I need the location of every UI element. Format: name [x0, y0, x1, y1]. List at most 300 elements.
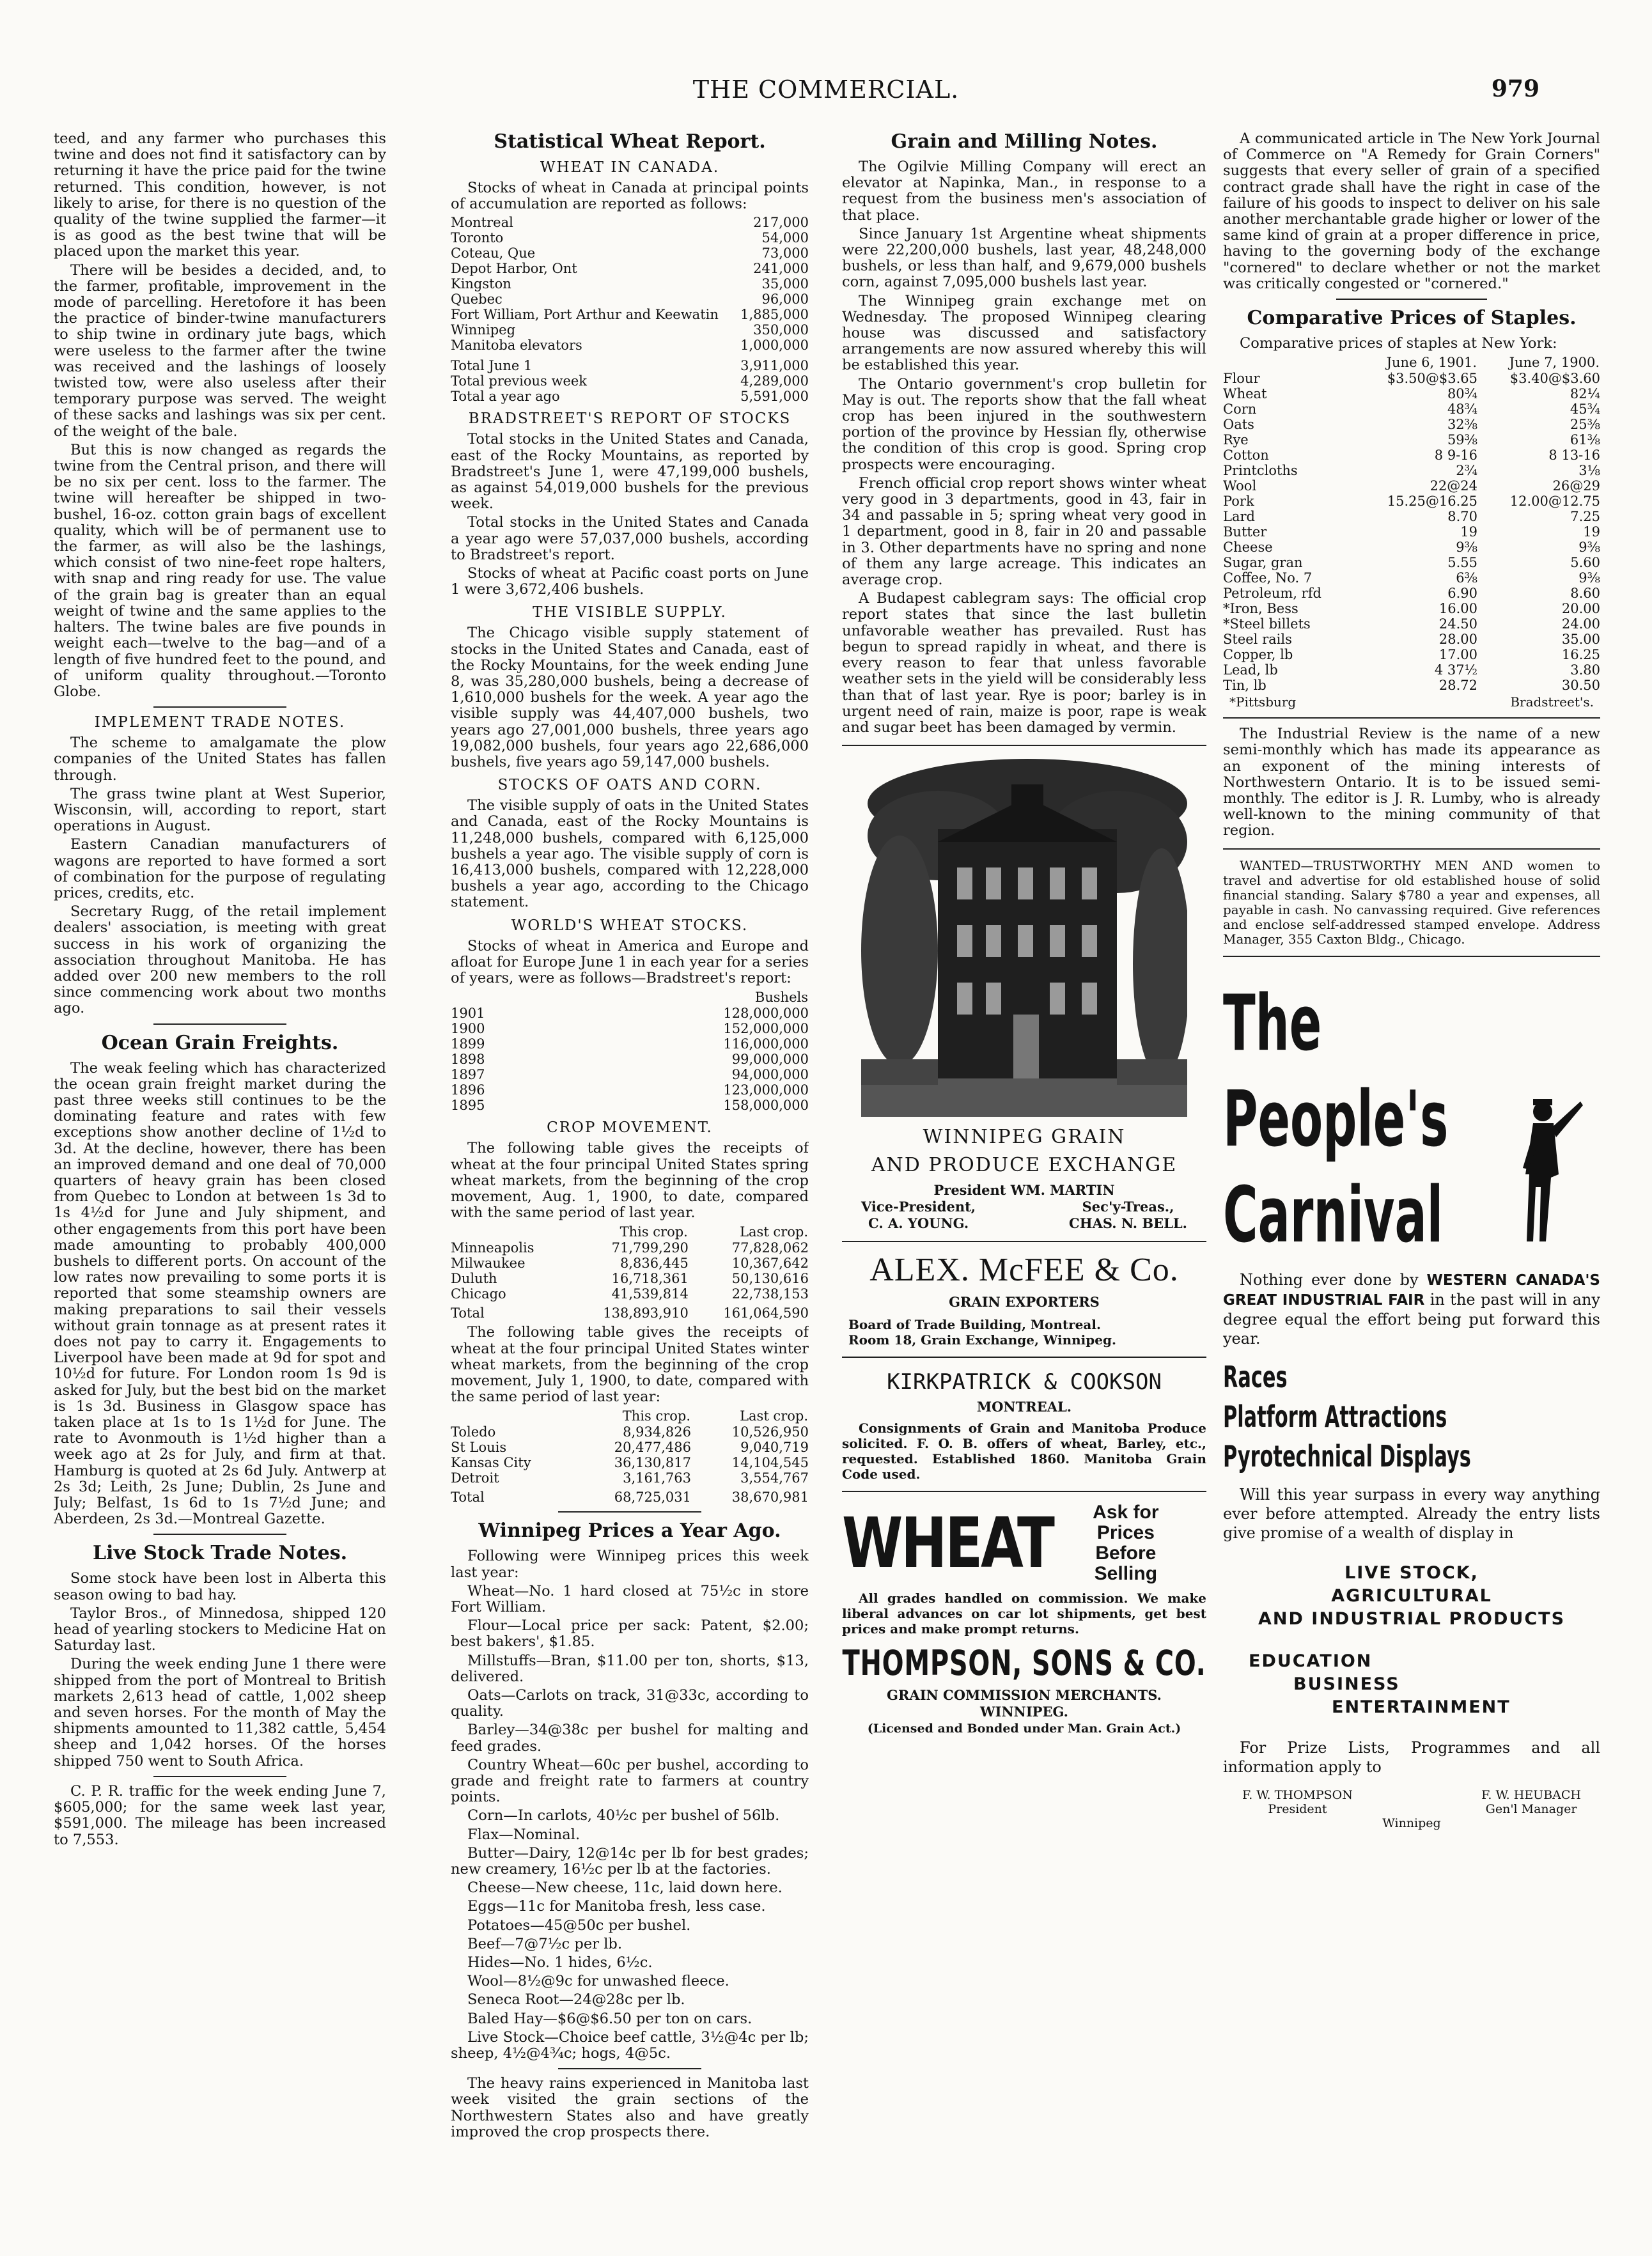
page-header: [0, 75, 1652, 114]
table-row: [451, 245, 809, 261]
staples-footnote: [1223, 693, 1600, 710]
thompson-ad-license: (Licensed and Bonded under Man. Grain Act.): [867, 1722, 1181, 1736]
row-value: 24.50: [1438, 616, 1478, 632]
row-value: 10,526,950: [731, 1424, 809, 1440]
row-value: 116,000,000: [723, 1036, 809, 1052]
row-value: 14,104,545: [731, 1455, 809, 1471]
row-label: Wool: [1223, 478, 1257, 494]
row-value: 36,130,817: [614, 1455, 692, 1471]
row-value: 8,934,826: [623, 1424, 692, 1440]
staples-footnote-right: Bradstreet's.: [1510, 694, 1594, 710]
winnipeg-price-item: Millstuffs—Bran, $11.00 per ton, shorts, $13, delivered.: [451, 1652, 809, 1685]
winnipeg-price-item: Cheese—New cheese, 11c, laid down here.: [467, 1879, 783, 1897]
attraction-item: Races: [1223, 1359, 1288, 1394]
row-value: 80¾: [1447, 386, 1478, 402]
row-value: 3,554,767: [740, 1470, 809, 1486]
table-row: [451, 276, 809, 292]
column-2: [451, 131, 809, 2234]
category-item: ENTERTAINMENT: [1332, 1697, 1511, 1717]
column-header: This crop.: [622, 1408, 691, 1424]
winnipeg-price-item: Hides—No. 1 hides, 6½c.: [467, 1954, 653, 1971]
grain-corners-paragraph: A communicated article in The New York Journal of Commerce on "A Remedy for Grain Corners" suggests that every seller of grain of a specified contract grade shall have the right in case of the failure of his goods to inspect to deliver on his sale another merchantable grade higher or lower of the same kind of grain at a proper difference in price, having to the governing body of the exchange "cornered" to declare whether or not the market was critically congested or "cornered.": [1223, 131, 1600, 292]
total-row: [451, 1486, 809, 1505]
row-value: 8 9-16: [1434, 447, 1478, 463]
table-row: [451, 1256, 809, 1271]
row-value: 158,000,000: [723, 1098, 809, 1114]
heavy-rains-paragraph: The heavy rains experienced in Manitoba last week visited the grain sections of the Northwestern States also and have greatly improved the crop prospects there.: [451, 2075, 809, 2140]
world-stocks-subtitle: WORLD'S WHEAT STOCKS.: [511, 917, 749, 934]
row-value: 1,000,000: [740, 338, 809, 354]
row-value: 48¾: [1447, 401, 1478, 417]
carnival-title-line: The: [1223, 979, 1322, 1068]
staples-title: Comparative Prices of Staples.: [1247, 307, 1577, 330]
row-label: Kansas City: [451, 1455, 531, 1471]
row-value: 96,000: [761, 292, 809, 307]
row-label: Coffee, No. 7: [1223, 570, 1313, 586]
bradstreet-paragraph: Total stocks in the United States and Canada, east of the Rocky Mountains, as reported by Bradstreet's June 1, were 47,199,000 bushels, as against 54,019,000 bushels for the previous week.: [451, 431, 809, 513]
table-row: [1223, 401, 1600, 417]
table-row: [451, 1098, 809, 1113]
winnipeg-price-item: Wheat—No. 1 hard closed at 75½c in store Fort William.: [451, 1582, 809, 1615]
row-value: 71,799,290: [611, 1240, 689, 1256]
divider: [1223, 717, 1600, 719]
row-value: 3.80: [1570, 662, 1600, 678]
attraction-item: Pyrotechnical Displays: [1223, 1438, 1471, 1474]
canada-stocks-table: [451, 215, 809, 353]
ocean-freights-title: Ocean Grain Freights.: [101, 1031, 339, 1054]
row-value: 4 37½: [1434, 662, 1478, 678]
world-stocks-table: [451, 989, 809, 1113]
row-label: Flour: [1223, 371, 1260, 387]
officer-city: Winnipeg: [1382, 1816, 1441, 1830]
winnipeg-price-item: Seneca Root—24@28c per lb.: [467, 1991, 685, 2009]
column-1: [54, 131, 386, 2170]
table-row: [1223, 662, 1600, 678]
officer-role: President: [1268, 1801, 1327, 1816]
prize-lists-paragraph: For Prize Lists, Programmes and all information apply to: [1223, 1738, 1600, 1776]
row-value: 5.55: [1447, 555, 1478, 571]
row-label: Coteau, Que: [451, 245, 536, 261]
row-label: Petroleum, rfd: [1223, 586, 1321, 602]
row-value: 41,539,814: [611, 1286, 689, 1302]
visible-supply-subtitle: THE VISIBLE SUPPLY.: [533, 604, 727, 621]
row-label: Duluth: [451, 1271, 497, 1287]
implement-notes-title: IMPLEMENT TRADE NOTES.: [94, 714, 346, 731]
divider: [153, 1023, 286, 1025]
mcfee-ad-subtitle: GRAIN EXPORTERS: [949, 1294, 1100, 1311]
row-value: 35,000: [761, 276, 809, 292]
crop-movement-paragraph: The following table gives the receipts of wheat at the four principal United States winter wheat markets, from the beginning of the crop movement, July 1, 1900, to date, compared with the same period of last year:: [451, 1324, 809, 1406]
row-value: 9⅜: [1456, 540, 1478, 556]
table-row: [1223, 494, 1600, 509]
table-row: [451, 1021, 809, 1036]
world-stocks-intro: Stocks of wheat in America and Europe and afloat for Europe June 1 in each year for a series of years, were as follows—Bradstreet's report:: [451, 937, 809, 987]
divider: [842, 1241, 1206, 1242]
table-row: [451, 1036, 809, 1052]
divider: [1223, 848, 1600, 850]
wheat-ad-ask-line: Selling: [1094, 1563, 1158, 1585]
table-row: [1223, 632, 1600, 647]
row-value: 35.00: [1561, 632, 1600, 648]
visible-supply-paragraph: The Chicago visible supply statement of stocks in the United States and Canada, east of the Rocky Mountains, for the week ending June 8, was 35,280,000 bushels, being a decrease of 1,610,000 bushels for the week. A year ago the visible supply was 44,407,000 bushels, two years ago 27,001,000 bushels, three years ago 19,082,000 bushels, four years ago 22,686,000 bushels, five years ago 59,147,000 bushels.: [451, 625, 809, 771]
row-label: Fort William, Port Arthur and Keewatin: [451, 307, 719, 323]
milling-note: The Ogilvie Milling Company will erect an elevator at Napinka, Man., in response to a request from the business men's association of that place.: [842, 159, 1206, 224]
industrial-review-paragraph: The Industrial Review is the name of a new semi-monthly which has made its appearance as an exponent of the mining interests of Northwestern Ontario. It is to be issued semi-monthly. The editor is J. R. Lumby, who is already well-known to the mining community of that region.: [1223, 726, 1600, 839]
wheat-ad-text: All grades handled on commission. We make liberal advances on car lot shipments, get best prices and make prompt returns.: [842, 1591, 1206, 1637]
winnipeg-price-item: Oats—Carlots on track, 31@33c, according to quality.: [451, 1686, 809, 1720]
row-value: 2¾: [1456, 463, 1478, 479]
row-label: Total a year ago: [451, 389, 560, 405]
row-label: Printcloths: [1223, 463, 1298, 479]
row-value: 38,670,981: [731, 1490, 809, 1505]
table-row: [1223, 555, 1600, 570]
fair-name: WESTERN CANADA'S GREAT INDUSTRIAL FAIR: [1223, 1272, 1600, 1309]
row-label: Lard: [1223, 509, 1255, 525]
row-label: *Iron, Bess: [1223, 601, 1298, 617]
table-row: [1223, 647, 1600, 662]
livestock-note: Some stock have been lost in Alberta this season owing to bad hay.: [54, 1570, 386, 1603]
table-row: [451, 1006, 809, 1021]
row-label: Depot Harbor, Ont: [451, 261, 577, 277]
mcfee-address: Room 18, Grain Exchange, Winnipeg.: [848, 1332, 1116, 1348]
row-value: 241,000: [753, 261, 809, 277]
table-row: [451, 1067, 809, 1082]
row-value: 6⅜: [1456, 570, 1478, 586]
row-value: 61⅜: [1570, 432, 1600, 448]
secretary-label: Sec'y-Treas.,: [1082, 1199, 1174, 1215]
row-value: 161,064,590: [723, 1305, 809, 1321]
grain-exchange-name-line-1: WINNIPEG GRAIN: [923, 1126, 1126, 1149]
column-header: June 7, 1900.: [1509, 355, 1600, 371]
secretary-name: CHAS. N. BELL.: [1069, 1215, 1187, 1232]
carnival-heading: [1223, 976, 1600, 1260]
table-row: [1223, 386, 1600, 401]
row-label: Total June 1: [451, 358, 533, 374]
winnipeg-price-item: Butter—Dairy, 12@14c per lb for best grades; new creamery, 16½c per lb at the factories.: [451, 1844, 809, 1878]
row-value: 9⅜: [1578, 540, 1600, 556]
implement-note: Eastern Canadian manufacturers of wagons are reported to have formed a sort of combination for the purpose of regulating prices, credits, etc.: [54, 836, 386, 901]
row-label: Total: [451, 1305, 485, 1321]
winnipeg-price-item: Flax—Nominal.: [467, 1826, 581, 1843]
wheat-ad-ask-line: Ask for: [1093, 1502, 1159, 1523]
row-value: 1,885,000: [740, 307, 809, 323]
row-label: Steel rails: [1223, 632, 1292, 648]
table-row: [451, 261, 809, 276]
winnipeg-prices-title: Winnipeg Prices a Year Ago.: [478, 1520, 781, 1543]
winnipeg-price-item: Following were Winnipeg prices this week last year:: [451, 1548, 809, 1581]
table-row: [1223, 678, 1600, 693]
row-label: 1898: [451, 1052, 485, 1068]
winnipeg-price-item: Corn—In carlots, 40½c per bushel of 56lb.: [467, 1807, 780, 1824]
row-value: 68,725,031: [614, 1490, 692, 1505]
table-row: [451, 1424, 809, 1440]
divider: [558, 2068, 701, 2069]
row-label: Oats: [1223, 417, 1254, 433]
wheat-in-canada-subtitle: WHEAT IN CANADA.: [540, 159, 720, 176]
crop-movement-subtitle: CROP MOVEMENT.: [547, 1119, 713, 1137]
vice-president-label: Vice-President,: [861, 1199, 976, 1215]
row-value: 59⅜: [1447, 432, 1478, 448]
newspaper-title: THE COMMERCIAL.: [692, 75, 960, 104]
row-label: 1896: [451, 1082, 485, 1098]
milling-note: Since January 1st Argentine wheat shipments were 22,200,000 bushels, last year, 48,248,000 bushels, or less than half, and 9,679,000 bushels corn, against 7,095,000 bushels last year.: [842, 225, 1206, 291]
row-label: Cotton: [1223, 447, 1269, 463]
wheat-ad-ask-line: Before: [1095, 1543, 1157, 1564]
row-label: Manitoba elevators: [451, 338, 582, 354]
table-row: [451, 322, 809, 338]
livestock-note: Taylor Bros., of Minnedosa, shipped 120 head of yearling stockers to Medicine Hat on Saturday last.: [54, 1605, 386, 1654]
table-row: [451, 1271, 809, 1286]
row-label: Milwaukee: [451, 1256, 526, 1272]
column-3: [842, 131, 1206, 2234]
twine-paragraph: But this is now changed as regards the twine from the Central prison, and there will be no six per cent. loss to the farmer. The twine will hereafter be shipped in two-bushel, 16-oz. cotton grain bags of excellent quality, which will be of permanent use to the farmer, as will also be the lashings, which consist of two nine-feet rope halters, with snap and ring ready for use. The value of the grain bag is greater than an equal weight of twine and the same applies to the halters. The twine bales are five pounds in weight each—twelve to the bag—and of a length of five hundred feet to the pound, and of uniform quality throughout.—Toronto Globe.: [54, 441, 386, 700]
world-stocks-header: Bushels: [754, 990, 808, 1006]
row-value: 28.72: [1438, 678, 1478, 694]
row-value: 28.00: [1438, 632, 1478, 648]
row-value: 217,000: [753, 215, 809, 231]
divider: [558, 1511, 701, 1513]
row-value: 12.00@12.75: [1509, 494, 1600, 510]
row-value: 32⅜: [1447, 417, 1478, 433]
grain-exchange-name-line-2: AND PRODUCE EXCHANGE: [871, 1154, 1178, 1177]
row-value: 128,000,000: [723, 1006, 809, 1022]
milling-note: The Ontario government's crop bulletin for May is out. The reports show that the fall wheat crop has been injured in the southwestern portion of the province by Hessian fly, otherwise the condition of this crop is good. Spring crop prospects were encouraging.: [842, 375, 1206, 473]
row-label: Sugar, gran: [1223, 555, 1303, 571]
exchange-officers: [842, 1199, 1206, 1232]
thompson-ad-subtitle: GRAIN COMMISSION MERCHANTS.: [887, 1687, 1162, 1704]
row-label: Kingston: [451, 276, 511, 292]
column-header: Last crop.: [740, 1224, 808, 1240]
twine-paragraph: There will be besides a decided, and, to the farmer, profitable, improvement in the mode of parcelling. Heretofore it has been the practice of binder-twine manufacturers to ship twine in ordinary jute bags, which were useless to the farmer after the twine was received and the lashings of loosely twisted tow, were also useless after their temporary purpose was served. The weight of these sacks and lashings was six per cent. of the weight of the bale.: [54, 261, 386, 440]
row-label: Winnipeg: [451, 322, 516, 338]
row-label: Toledo: [451, 1424, 496, 1440]
twine-article-continued: teed, and any farmer who purchases this twine and does not find it satisfactory can by returning it have the price paid for the twine returned. This condition, however, is not likely to arise, for there is no question of the quality of the twine supplied the farmer—it is as good as the best twine that will be placed upon the market this year.: [54, 131, 386, 260]
row-value: 19: [1583, 524, 1600, 540]
row-value: 22,738,153: [731, 1286, 809, 1302]
thompson-ad-city: WINNIPEG.: [980, 1704, 1068, 1720]
bradstreet-paragraph: Total stocks in the United States and Canada a year ago were 57,037,000 bushels, according to Bradstreet's report.: [451, 514, 809, 563]
row-value: 8.70: [1447, 509, 1478, 525]
implement-note: Secretary Rugg, of the retail implement dealers' association, is meeting with great success in his work of organizing the association throughout Manitoba. He has added over 200 new members to the roll since commencing work about two months ago.: [54, 903, 386, 1017]
table-row: [1223, 447, 1600, 463]
carnival-title-line: Carnival: [1223, 1171, 1444, 1260]
row-label: Butter: [1223, 524, 1267, 540]
row-value: 8,836,445: [620, 1256, 689, 1272]
kirkpatrick-city: MONTREAL.: [976, 1399, 1072, 1415]
row-value: 6.90: [1447, 586, 1478, 602]
wanted-advertisement: WANTED—TRUSTWORTHY MEN AND women to travel and advertise for old established house of solid financial standing. Salary $780 a year and expenses, all payable in cash. No canvassing required. Give references and enclose self-addressed stamped envelope. Address Manager, 355 Caxton Bldg., Chicago.: [1223, 857, 1600, 947]
officer-name: F. W. HEUBACH: [1481, 1787, 1581, 1802]
row-value: 99,000,000: [731, 1052, 809, 1068]
divider: [842, 745, 1206, 746]
row-value: 25⅜: [1570, 417, 1600, 433]
row-label: 1895: [451, 1098, 485, 1114]
oats-corn-paragraph: The visible supply of oats in the United States and Canada, east of the Rocky Mountains is 11,248,000 bushels, compared with 6,125,000 bushels a year ago. The visible supply of corn is 16,413,000 bushels, compared with 12,228,000 bushels a year ago, according to the Chicago statement.: [451, 797, 809, 911]
row-value: 82¼: [1570, 386, 1600, 402]
table-row: [451, 1286, 809, 1302]
category-item: AGRICULTURAL: [1331, 1585, 1492, 1606]
total-row: [451, 358, 809, 373]
row-value: 15.25@16.25: [1387, 494, 1478, 510]
column-header: This crop.: [620, 1224, 688, 1240]
row-value: 73,000: [761, 245, 809, 261]
row-value: 20.00: [1561, 601, 1600, 617]
row-value: 20,477,486: [614, 1440, 692, 1456]
row-label: Cheese: [1223, 540, 1273, 556]
winnipeg-prices-list: [451, 1548, 809, 2062]
winnipeg-price-item: Baled Hay—$6@$6.50 per ton on cars.: [467, 2010, 752, 2027]
row-label: Wheat: [1223, 386, 1267, 402]
row-label: Pork: [1223, 494, 1254, 510]
category-item: BUSINESS: [1293, 1674, 1400, 1694]
crop-movement-paragraph: The following table gives the receipts of wheat at the four principal United States spring wheat markets, from the beginning of the crop movement, Aug. 1, 1900, to date, compared with the same period of last year.: [451, 1140, 809, 1222]
mcfee-address: Board of Trade Building, Montreal.: [848, 1317, 1101, 1333]
milling-note: A Budapest cablegram says: The official crop report states that since the last bulletin unfavorable weather has prevailed. Rust has begun to spread rapidly in wheat, and there is every reason to fear that unless favorable weather sets in the yield will be considerably less than that of last year. Rye is poor; barley is in urgent need of rain, maize is poor, rape is weak and sugar beet has been damaged by vermin.: [842, 590, 1206, 736]
row-value: 3,161,763: [623, 1470, 692, 1486]
category-item: LIVE STOCK,: [1344, 1562, 1479, 1583]
fair-description-end: in the past will in any degree equal the effort being put forward this year.: [1223, 1290, 1600, 1348]
row-label: Toronto: [451, 230, 504, 246]
row-value: 26@29: [1552, 478, 1600, 494]
row-value: 8.60: [1570, 586, 1600, 602]
livestock-notes-title: Live Stock Trade Notes.: [92, 1542, 348, 1565]
implement-note: The grass twine plant at West Superior, Wisconsin, will, according to report, start operations in August.: [54, 785, 386, 835]
row-label: Corn: [1223, 401, 1257, 417]
row-value: 16,718,361: [611, 1271, 689, 1287]
table-row: [451, 292, 809, 307]
table-row: [1223, 616, 1600, 632]
table-row: [1223, 540, 1600, 555]
fair-description: [1223, 1270, 1600, 1348]
row-value: 5,591,000: [740, 389, 809, 405]
staples-footnote-left: *Pittsburg: [1229, 694, 1297, 710]
canada-totals-table: [451, 358, 809, 404]
attraction-item: Platform Attractions: [1223, 1399, 1447, 1434]
row-value: 10,367,642: [731, 1256, 809, 1272]
table-row: [451, 1470, 809, 1486]
table-row: [451, 1082, 809, 1098]
column-header: June 6, 1901.: [1386, 355, 1477, 371]
display-categories: [1223, 1562, 1600, 1631]
table-row: [1223, 509, 1600, 524]
row-label: 1897: [451, 1067, 485, 1083]
divider: [153, 1776, 286, 1777]
winnipeg-price-item: Beef—7@7½c per lb.: [467, 1935, 623, 1952]
page-number: 979: [1491, 75, 1539, 102]
winnipeg-price-item: Wool—8½@9c for unwashed fleece.: [467, 1973, 729, 1990]
row-value: 4,289,000: [740, 373, 809, 389]
row-label: Rye: [1223, 432, 1249, 448]
table-row: [1223, 371, 1600, 386]
spring-wheat-table: [451, 1224, 809, 1321]
row-value: 54,000: [761, 230, 809, 246]
row-value: 94,000,000: [731, 1067, 809, 1083]
winnipeg-price-item: Eggs—11c for Manitoba fresh, less case.: [467, 1898, 766, 1915]
row-label: *Steel billets: [1223, 616, 1311, 632]
row-label: 1900: [451, 1021, 485, 1037]
table-row: [451, 1455, 809, 1470]
winnipeg-price-item: Flour—Local price per sack: Patent, $2.00; best bakers', $1.85.: [451, 1617, 809, 1651]
grain-exchange-building-illustration: [861, 759, 1187, 1117]
table-row: [451, 1240, 809, 1256]
row-value: 50,130,616: [731, 1271, 809, 1287]
row-value: 16.25: [1561, 647, 1600, 663]
row-label: Detroit: [451, 1470, 499, 1486]
row-label: Lead, lb: [1223, 662, 1278, 678]
table-row: [451, 1440, 809, 1455]
winnipeg-price-item: Barley—34@38c per bushel for malting and feed grades.: [451, 1722, 809, 1755]
table-row: [451, 1052, 809, 1067]
wheat-ad-ask: [1093, 1502, 1158, 1584]
winnipeg-price-item: Country Wheat—60c per bushel, according to grade and freight rate to farmers at country points.: [451, 1756, 809, 1806]
total-row: [451, 389, 809, 404]
oats-corn-subtitle: STOCKS OF OATS AND CORN.: [497, 777, 762, 794]
row-value: $3.40@$3.60: [1509, 371, 1600, 387]
display-categories-secondary: [1249, 1650, 1600, 1719]
implement-note: The scheme to amalgamate the plow companies of the United States has fallen through.: [54, 735, 386, 784]
row-label: Chicago: [451, 1286, 506, 1302]
category-item: AND INDUSTRIAL PRODUCTS: [1258, 1608, 1566, 1629]
kirkpatrick-ad-name: KIRKPATRICK & COOKSON: [887, 1369, 1162, 1396]
row-value: 123,000,000: [723, 1082, 809, 1098]
divider: [842, 1357, 1206, 1358]
row-label: 1899: [451, 1036, 485, 1052]
row-value: 9,040,719: [740, 1440, 809, 1456]
thompson-ad-name: THOMPSON, SONS & CO.: [842, 1643, 1206, 1684]
row-label: 1901: [451, 1006, 485, 1022]
row-value: 22@24: [1430, 478, 1478, 494]
divider: [842, 1491, 1206, 1492]
divider: [153, 1534, 286, 1535]
winnipeg-price-item: Potatoes—45@50c per bushel.: [467, 1917, 691, 1934]
table-row: [451, 230, 809, 245]
row-label: Minneapolis: [451, 1240, 534, 1256]
row-label: St Louis: [451, 1440, 507, 1456]
total-row: [451, 1302, 809, 1321]
canada-intro: Stocks of wheat in Canada at principal points of accumulation are reported as follows:: [451, 180, 809, 213]
surpass-paragraph: Will this year surpass in every way anything ever before attempted. Already the entry lists give promise of a wealth of display in: [1223, 1485, 1600, 1542]
staples-table: [1223, 354, 1600, 693]
table-row: [1223, 570, 1600, 586]
wheat-ad-headline: WHEAT: [842, 1503, 1053, 1583]
row-label: Montreal: [451, 215, 513, 231]
row-value: 16.00: [1438, 601, 1478, 617]
attractions-list: [1223, 1357, 1600, 1476]
exchange-president: President WM. MARTIN: [933, 1182, 1115, 1199]
wheat-ad-ask-line: Prices: [1096, 1522, 1155, 1544]
column-4: [1223, 131, 1600, 2241]
row-value: 30.50: [1561, 678, 1600, 694]
statistical-wheat-title: Statistical Wheat Report.: [494, 131, 766, 153]
mcfee-ad-name: ALEX. McFEE & Co.: [869, 1252, 1179, 1289]
fair-officers: [1223, 1788, 1600, 1816]
row-value: 24.00: [1561, 616, 1600, 632]
kirkpatrick-text: Consignments of Grain and Manitoba Produce solicited. F. O. B. offers of wheat, Barley, etc., requested. Established 1860. Manitoba Grain Code used.: [842, 1420, 1206, 1482]
grain-milling-title: Grain and Milling Notes.: [891, 131, 1158, 153]
vice-president-name: C. A. YOUNG.: [868, 1215, 969, 1232]
table-row: [1223, 478, 1600, 494]
row-label: Total: [451, 1490, 485, 1505]
fair-description-start: Nothing ever done by: [1240, 1270, 1419, 1289]
livestock-note: During the week ending June 1 there were shipped from the port of Montreal to British markets 2,613 head of cattle, 1,002 sheep and seven horses. For the month of May the shipments amounted to 11,382 cattle, 5,454 sheep and 1,042 horses. Of the horses shipped 750 went to South Africa.: [54, 1656, 386, 1770]
row-value: $3.50@$3.65: [1387, 371, 1478, 387]
row-value: 19: [1460, 524, 1478, 540]
table-row: [451, 307, 809, 322]
row-value: 45¾: [1570, 401, 1600, 417]
winter-wheat-table: [451, 1408, 809, 1505]
row-label: Copper, lb: [1223, 647, 1293, 663]
table-row: [1223, 524, 1600, 540]
